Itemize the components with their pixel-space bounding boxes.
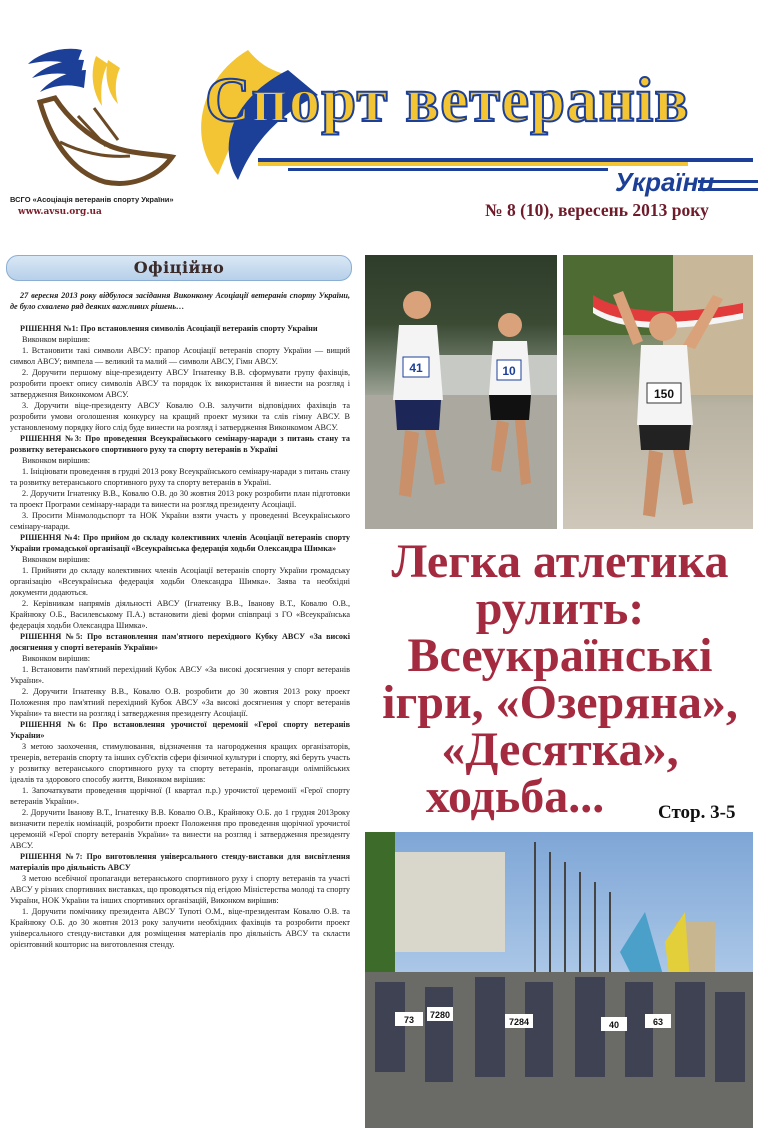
- runner-bib-1: 41: [409, 361, 423, 375]
- article-paragraph: Виконком вирішив:: [22, 654, 91, 663]
- article-paragraph: З метою всебічної пропаганди ветеранського спортивного руху і спорту ветеранів та участі АВСУ у різних спортивних виставках, що проводяться під егідою Міністерства молоді та спорту України, НОК України та інших спортивних організацій, Виконком вирішив:: [10, 874, 350, 905]
- decision-heading: РІШЕННЯ №5: Про встановлення пам'ятного перехідного Кубку АВСУ «За високі досягнення у спорті ветеранів України»: [10, 632, 350, 652]
- finish-line-photo-illustration: [563, 255, 753, 529]
- page-reference: Стор. 3-5: [658, 802, 736, 823]
- runners-photo: [365, 255, 557, 529]
- headline-line-2: рулить:: [475, 582, 645, 635]
- decision-heading: РІШЕННЯ №1: Про встановлення символів Асоціації ветеранів спорту України: [20, 324, 318, 333]
- runner-bib-3: 150: [653, 387, 675, 401]
- newspaper-title: Спорт ветеранів: [205, 65, 690, 135]
- article-paragraph: З метою заохочення, стимулювання, відзначення та нагородження кращих організаторів, тренерів, ветеранів спорту та інших суб'єктів сфери фізичної культури і спорту, які беруть участь у розвитку ветеранського спортивного руху та спорту ветеранів, пропаганди олімпійських ідеалів та здорового способу життя, Виконком вирішив:: [10, 742, 350, 784]
- finish-line-photo: [563, 255, 753, 529]
- headline-line-3: Всеукраїнські: [407, 629, 713, 682]
- article-body: [10, 323, 350, 950]
- organization-name: ВСГО «Асоціація ветеранів спорту України»: [10, 195, 174, 204]
- decision-heading: РІШЕННЯ №4: Про прийом до складу колективних членів Асоціації ветеранів спорту України громадської організації «Всеукраїнська федерація ходьби Олександра Шимка»: [10, 533, 350, 553]
- article-paragraph: Виконком вирішив:: [22, 555, 91, 564]
- decision-heading: РІШЕННЯ №3: Про проведення Всеукраїнського семінару-наради з питань стану та розвитку ветеранського спортивного руху та спорту ветеранів в Україні: [10, 434, 350, 454]
- article-paragraph: 2. Доручити першому віце-президенту АВСУ Ігнатенку В.В. сформувати групу фахівців, розробити проект опису символів АВСУ та порядок їх використання й винести на розгляд і затвердження Виконкомом АВСУ.: [10, 368, 350, 399]
- headline-line-6: ходьба...: [425, 770, 605, 823]
- issue-number-date: № 8 (10), вересень 2013 року: [485, 200, 709, 220]
- article-paragraph: 1. Встановити такі символи АВСУ: прапор Асоціації ветеранів спорту України — вищий символ АВСУ; вимпела — великий та малий — символи АВСУ, Гімн АВСУ.: [10, 346, 350, 366]
- article-paragraph: 3. Доручити віце-президенту АВСУ Ковалю О.В. залучити відповідних фахівців та розробити умови оголошення конкурсу на кращий проект музики та слів гімну АВСУ. В установленому порядку його слід буде винести на розгляд і затвердження Виконкомом АВСУ.: [10, 401, 350, 432]
- headline-line-5: «Десятка»,: [441, 723, 679, 776]
- article-lead: 27 вересня 2013 року відбулося засідання Виконкому Асоціації ветеранів спорту України, де було схвалено ряд деяких важливих рішень…: [10, 291, 350, 311]
- winged-sandal-logo-icon: [10, 42, 180, 192]
- runner-bib-8: 63: [652, 1017, 664, 1027]
- headline-line-4: ігри, «Озеряна»,: [382, 676, 738, 729]
- mass-start-race-photo-illustration: [365, 832, 753, 1128]
- newspaper-subtitle: України: [615, 167, 715, 197]
- runners-photo-illustration: [365, 255, 557, 529]
- runner-bib-6: 7284: [508, 1017, 530, 1027]
- main-headline: [370, 535, 750, 823]
- runner-bib-4: 73: [403, 1015, 415, 1025]
- article-paragraph: 1. Ініціювати проведення в грудні 2013 року Всеукраїнського семінару-наради з питань стану та розвитку ветеранського спортивного руху та спорту ветеранів в Україні.: [10, 467, 350, 487]
- article-paragraph: 2. Керівникам напрямів діяльності АВСУ (Ігнатенку В.В., Іванову В.Т., Ковалю О.В., Крайнюку О.Б., Василевському П.А.) встановити діеві форми співпраці з ГО «Всеукраїнська федерація ходьби Олександра Шимка».: [10, 599, 350, 630]
- runner-bib-5: 7280: [429, 1010, 451, 1020]
- organization-url-link[interactable]: www.avsu.org.ua: [18, 207, 102, 217]
- runner-bib-7: 40: [608, 1020, 620, 1030]
- article-paragraph: 1. Прийняти до складу колективних членів Асоціації ветеранів спорту України громадську організацію «Всеукраїнська федерація ходьби Олександра Шимка». Заява та необхідні документи додаються.: [10, 566, 350, 597]
- article-paragraph: 1. Започаткувати проведення щорічної (І квартал п.р.) урочистої церемонії «Герої спорту ветеранів України».: [10, 786, 350, 806]
- article-paragraph: Виконком вирішив:: [22, 456, 91, 465]
- decision-heading: РІШЕННЯ №6: Про встановлення урочистої церемонії «Герої спорту ветеранів України»: [10, 720, 350, 740]
- headline-line-1: Легка атлетика: [391, 535, 729, 588]
- decision-heading: РІШЕННЯ №7: Про виготовлення універсального стенду-виставки для висвітлення матеріалів про діяльність АВСУ: [10, 852, 350, 872]
- article-paragraph: 2. Доручити Ігнатенку В.В., Ковалю О.В. до 30 жовтня 2013 року розробити план підготовки та проект Програми семінару-наради та винести на розгляд президенту Асоціації.: [10, 489, 350, 509]
- article-paragraph: 2. Доручити Ігнатенку В.В., Ковалю О.В. розробити до 30 жовтня 2013 року проект Положення про пам'ятний перехідний Кубок АВСУ «За високі досягнення у спорт ветеранів України» та внести на розгляд і затвердження президенту Асоціації.: [10, 687, 350, 718]
- official-article: [10, 290, 350, 1138]
- article-paragraph: Виконком вирішив:: [22, 335, 91, 344]
- article-paragraph: 2. Доручити Іванову В.Т., Ігнатенку В.В. Ковалю О.В., Крайнюку О.Б. до 1 грудня 2013року визначити перелік номінацій, розробити проект Положення про проведення щорічної урочистої церемоній «Герої спорту ветеранів України» та винести на розгляд і затвердження президенту АВСУ.: [10, 808, 350, 850]
- article-paragraph: 1. Доручити помічнику президента АВСУ Тупоті О.М., віце-президентам Ковалю О.В. та Крайнюку О.Б. до 30 жовтня 2013 року залучити необхідних фахівців та розробити проект універсального стенду-виставки для розміщення матеріалів про діяльність АВСУ та скласти орієнтовний кошторис на виготовлення стенду.: [10, 907, 350, 949]
- section-header-official: Офіційно: [6, 255, 352, 281]
- article-paragraph: 3. Просити Мінмолодьспорт та НОК України взяти участь у проведенні Всеукраїнського семінару-наради.: [10, 511, 350, 531]
- article-paragraph: 1. Встановити пам'ятний перехідний Кубок АВСУ «За високі досягнення у спорт ветеранів України».: [10, 665, 350, 685]
- runner-bib-2: 10: [502, 364, 516, 378]
- mass-start-race-photo: [365, 832, 753, 1128]
